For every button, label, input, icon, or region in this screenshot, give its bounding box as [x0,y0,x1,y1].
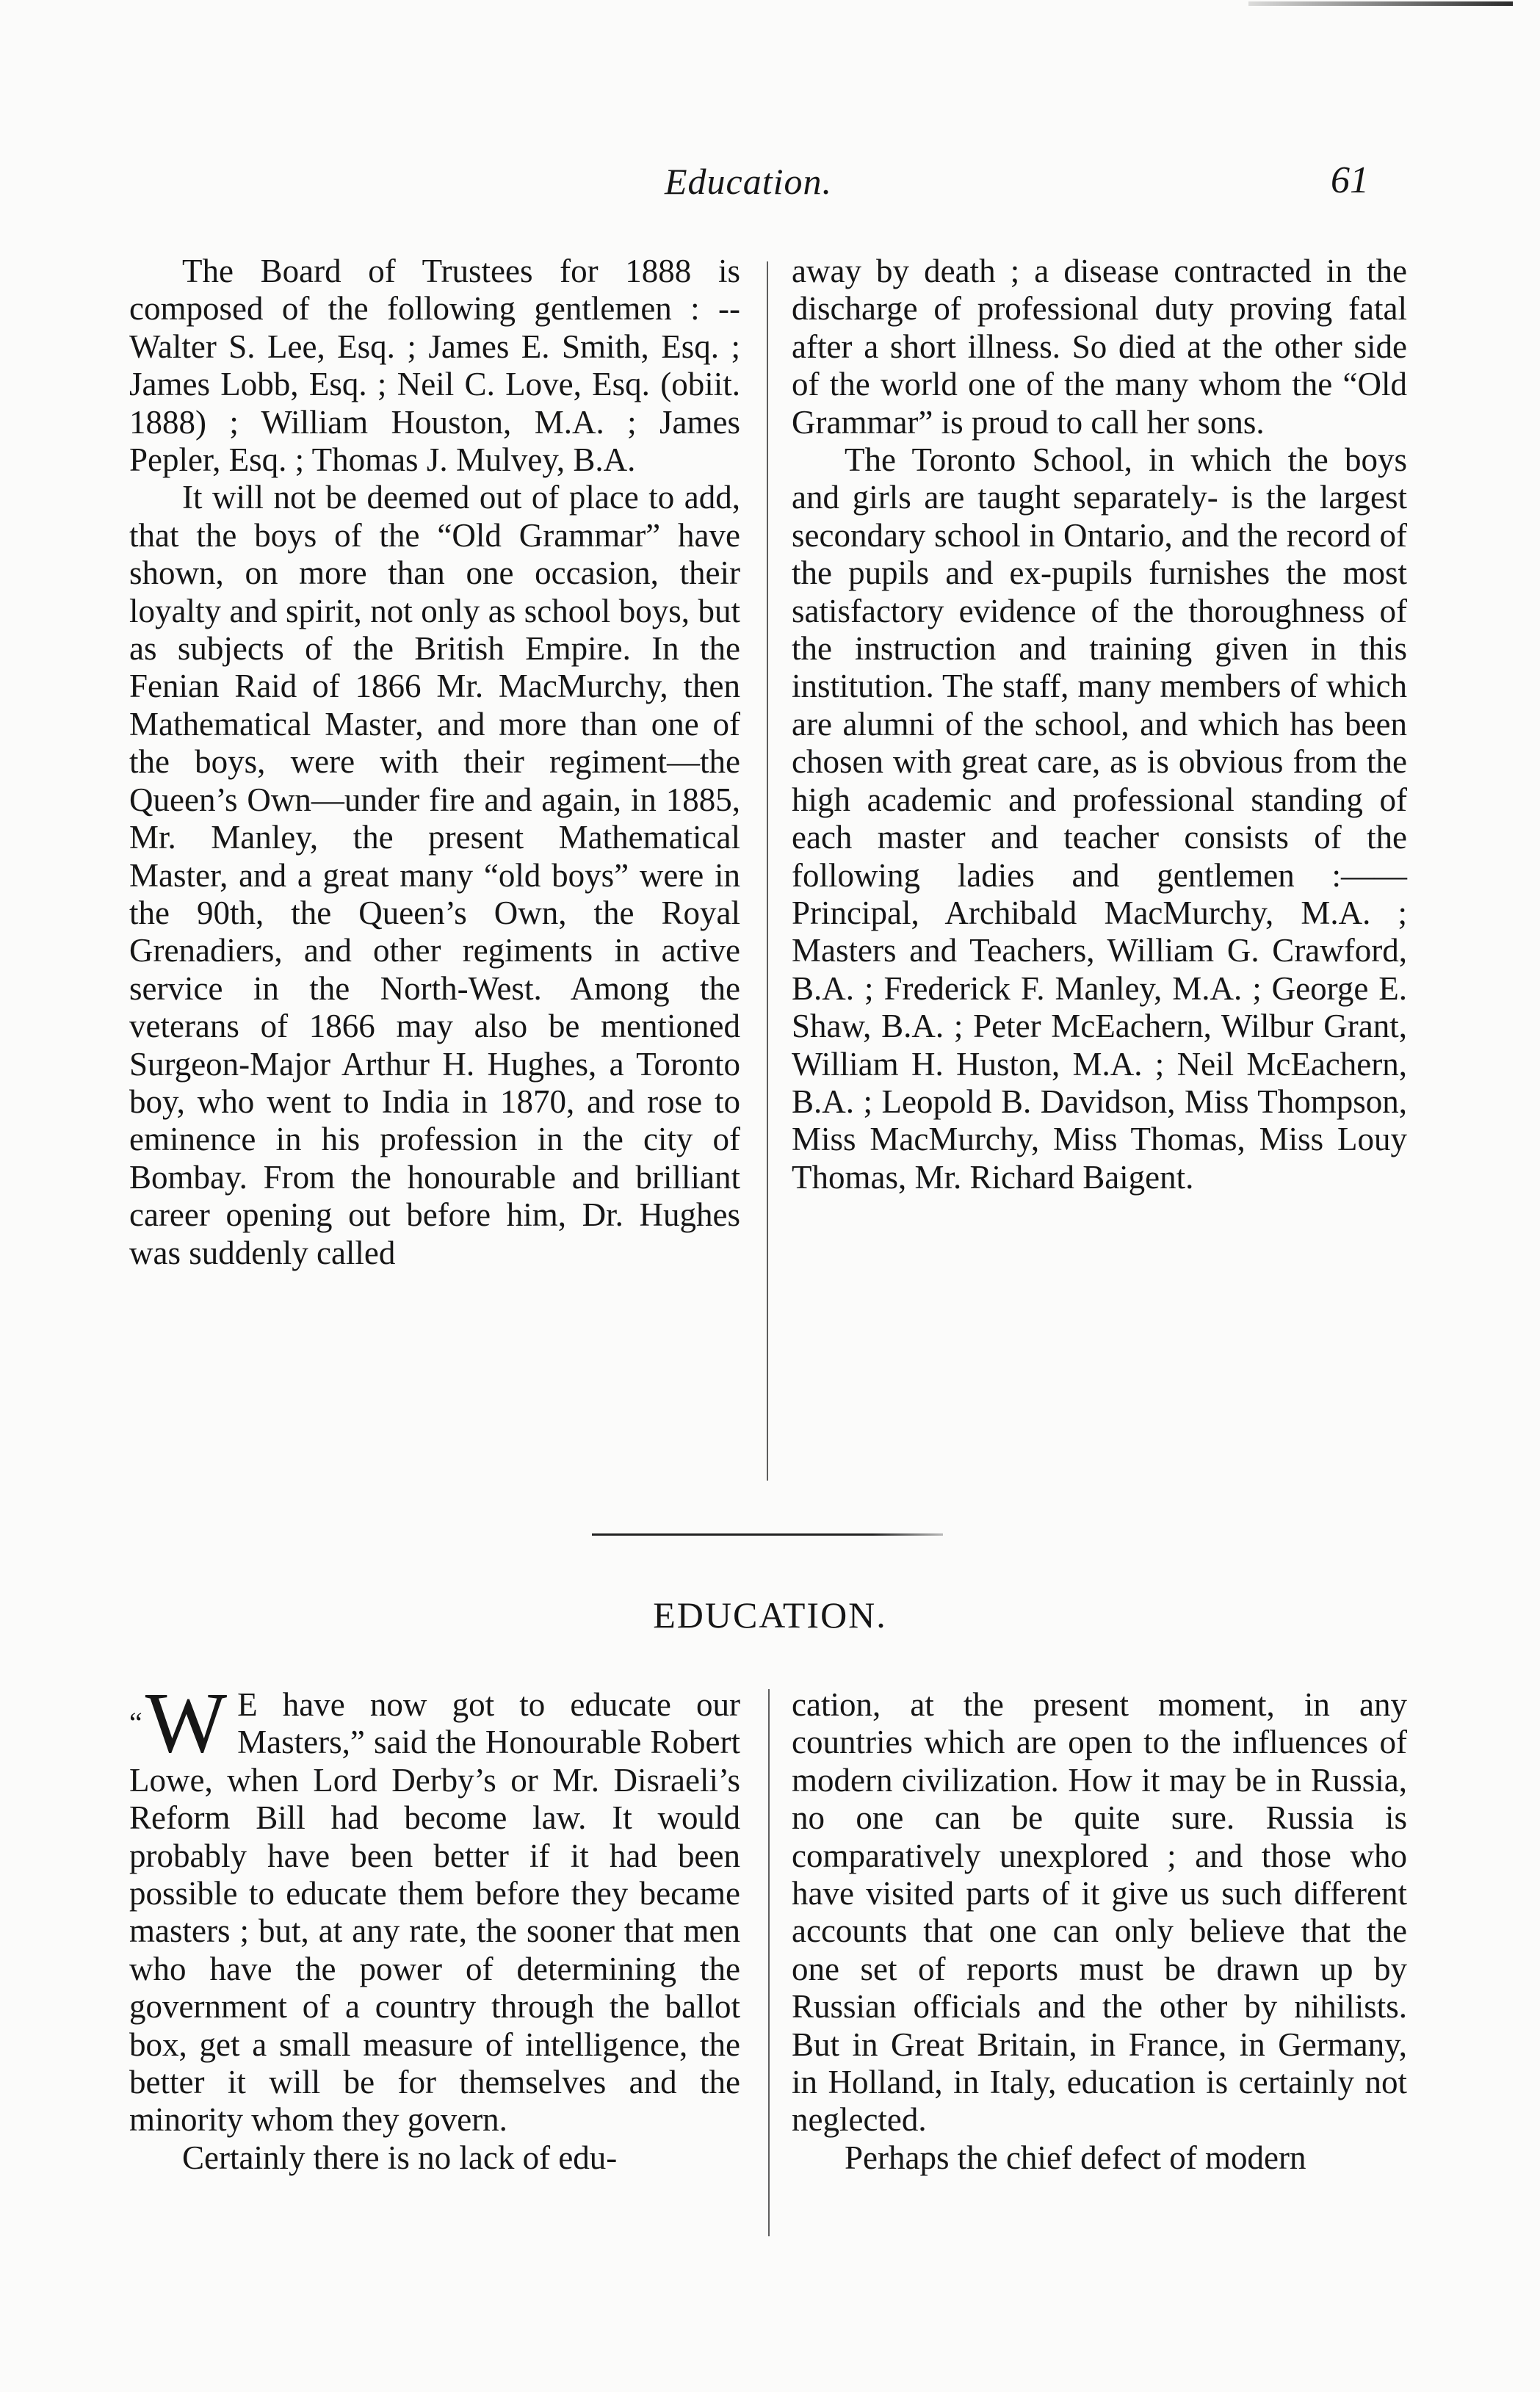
drop-cap-w: W [145,1674,228,1771]
trustees-left-column [129,253,740,1272]
education-second-paragraph-start: Certainly there is no lack of edu- [182,2139,618,2176]
education-third-paragraph-start: Perhaps the chief defect of modern [845,2139,1306,2176]
running-header-title: Education. [665,161,833,202]
drop-cap-letter [129,1674,228,1771]
education-opening-text: E have now got to educate our Masters,” said the Honourable Robert Lowe, when Lord Derby’s or Mr. Disraeli’s Reform Bill had become law. It would probably have been better if it had been possible to educate them before they became masters ; but, at any rate, the sooner that men who have the power of determining the government of a country through the ballot box, get a small measure of intelligence, the better it will be for themselves and the minority whom they govern. [129,1686,740,2139]
section-separator-rule [592,1533,943,1536]
trustees-hughes-continuation: away by death ; a disease contracted in the discharge of professional duty proving fatal after a short illness. So died at the other side of the world one of the many whom the “Old Grammar” is proud to call her sons. [792,253,1407,441]
scan-edge-artifact [1248,1,1513,6]
trustees-right-column [792,253,1407,1196]
trustees-loyalty-paragraph: It will not be deemed out of place to add, that the boys of the “Old Grammar” have shown, on more than one occasion, their loyalty and spirit, not only as school boys, but as subjects of the British Empire. In the Fenian Raid of 1866 Mr. MacMurchy, then Mathematical Master, and more than one of the boys, were with their regiment—the Queen’s Own—under fire and again, in 1885, Mr. Manley, the present Mathematical Master, and a great many “old boys” were in the 90th, the Queen’s Own, the Royal Grenadiers, and other regiments in active service in the North-West. Among the veterans of 1866 may also be mentioned Surgeon-Major Arthur H. Hughes, a Toronto boy, who went to India in 1870, and rose to eminence in his profession in the city of Bombay. From the honourable and brilliant career opening out before him, Dr. Hughes was suddenly called [129,479,740,1271]
education-left-column [129,1674,740,2177]
trustees-staff-paragraph: The Toronto School, in which the boys and girls are taught separately- is the largest secondary school in Ontario, and the record of the pupils and ex-pupils furnishes the most satisfactory evidence of the thoroughness of the instruction and training given in this institution. The staff, many members of which are alumni of the school, and which has been chosen with great care, as is obvious from the high academic and professional standing of each master and teacher consists of the following ladies and gentlemen :——Principal, Archibald MacMurchy, M.A. ; Masters and Teachers, William G. Crawford, B.A. ; Frederick F. Manley, M.A. ; George E. Shaw, B.A. ; Peter McEachern, Wilbur Grant, William H. Huston, M.A. ; Neil McEachern, B.A. ; Leopold B. Davidson, Miss Thompson, Miss MacMurchy, Miss Thomas, Miss Louy Thomas, Mr. Richard Baigent. [792,441,1407,1196]
education-opening-paragraph [129,1674,740,2139]
column-divider-bottom [768,1689,770,2236]
education-heading: EDUCATION. [653,1594,887,1636]
education-right-column [792,1686,1407,2177]
page-number: 61 [1331,159,1369,201]
opening-quote-mark: “ [129,1706,142,1739]
column-divider-top [767,261,768,1481]
trustees-board-paragraph: The Board of Trustees for 1888 is composed of the following gentlemen : --Walter S. Lee, Esq. ; James E. Smith, Esq. ; James Lobb, Esq. ; Neil C. Love, Esq. (obiit. 1888) ; William Houston, M.A. ; James Pepler, Esq. ; Thomas J. Mulvey, B.A. [129,253,740,479]
education-continuation-paragraph: cation, at the present moment, in any countries which are open to the influences of modern civilization. How it may be in Russia, no one can be quite sure. Russia is comparatively unexplored ; and those who have visited parts of it give us such different accounts that one can only believe that the one set of reports must be drawn up by Russian officials and the other by nihilists. But in Great Britain, in France, in Germany, in Holland, in Italy, education is certainly not neglected. [792,1686,1407,2139]
